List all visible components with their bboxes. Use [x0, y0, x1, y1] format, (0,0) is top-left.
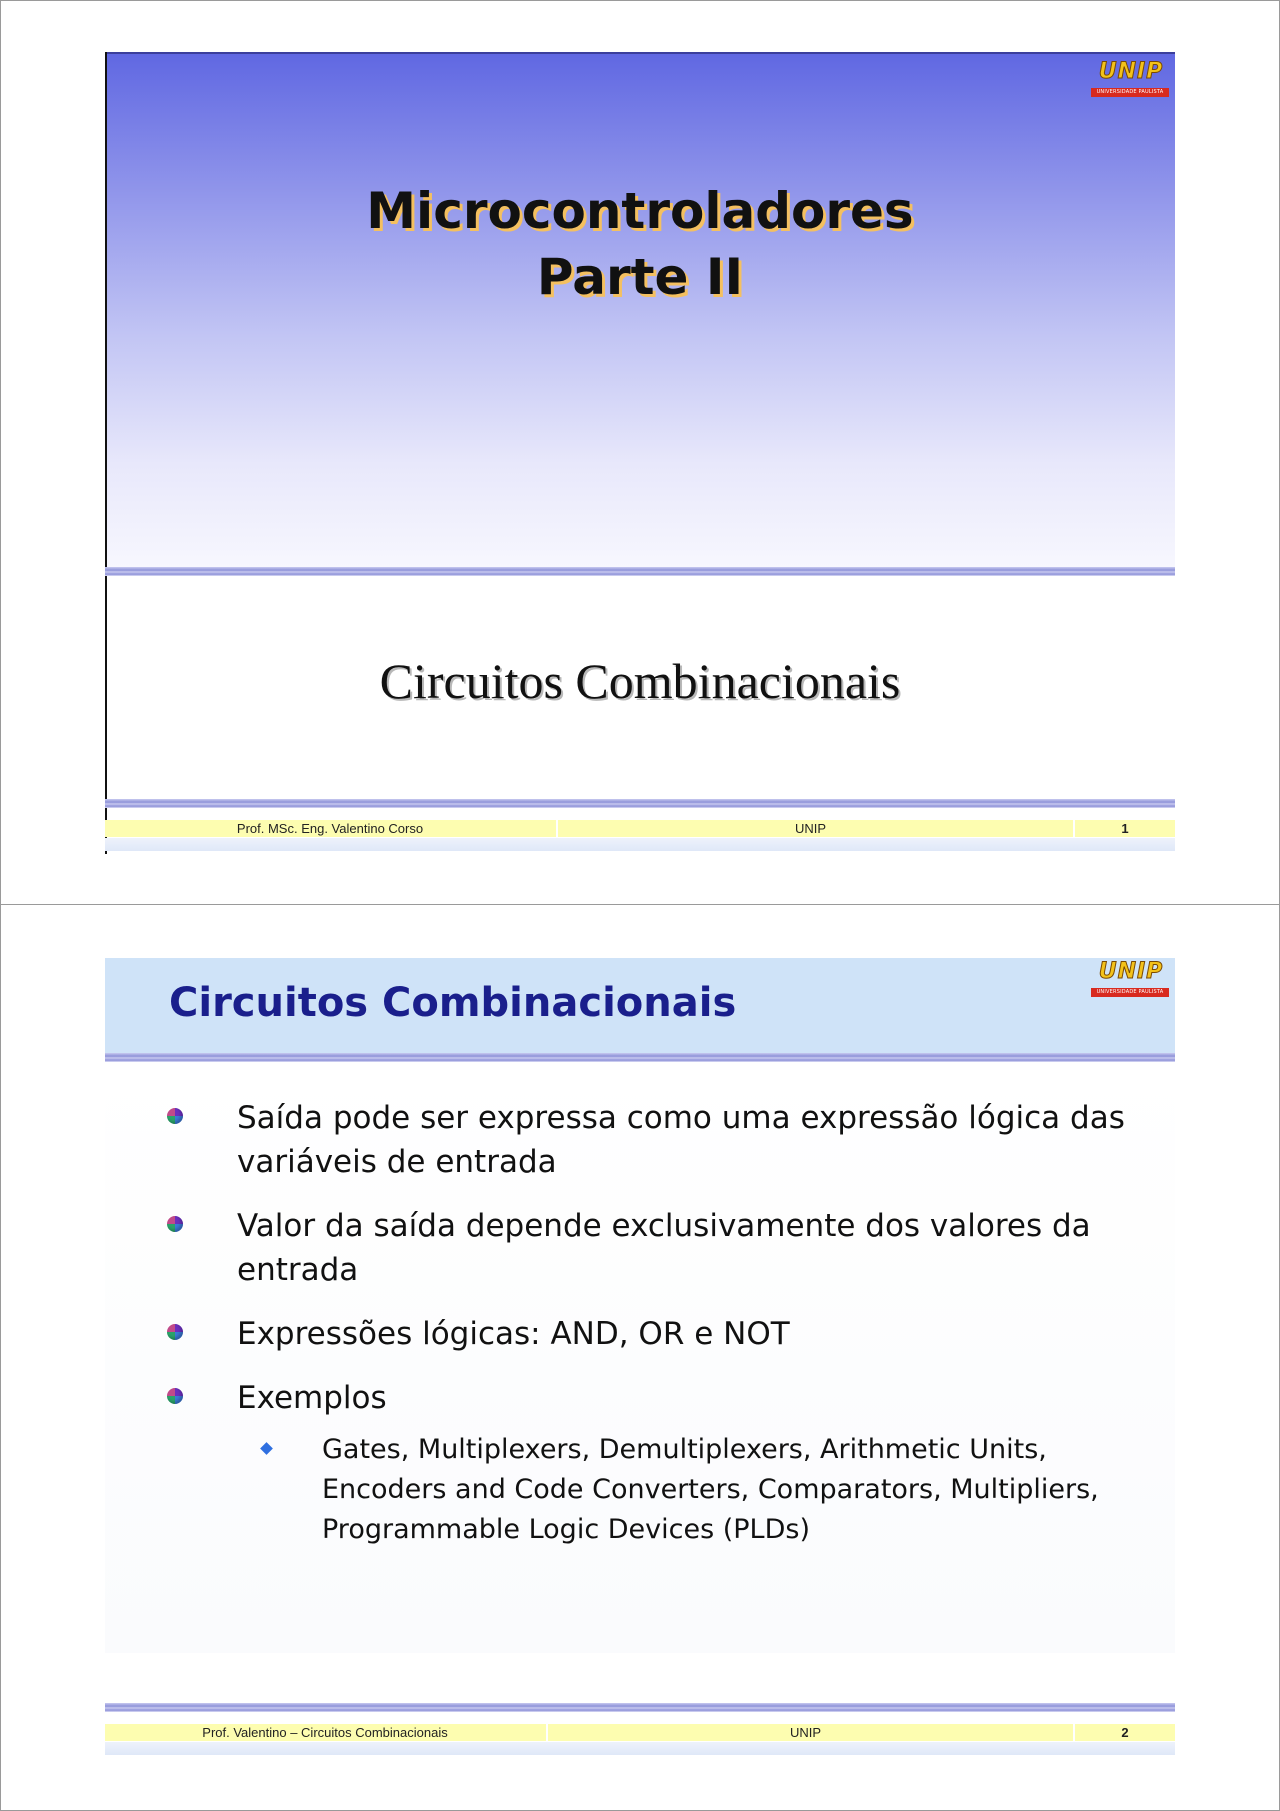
slide-2 [105, 958, 1175, 1760]
slide-2-footer-institution: UNIP [789, 1725, 822, 1740]
page-divider [0, 904, 1280, 905]
unip-logo-word: UNIP [1098, 959, 1164, 984]
bullet-text: Expressões lógicas: AND, OR e NOT [237, 1316, 790, 1352]
bullet-list [167, 1096, 1167, 1550]
slide-2-title: Circuitos Combinacionais [169, 980, 737, 1026]
bullet-text: Saída pode ser expressa como uma expressão lógica das variáveis de entrada [237, 1100, 1125, 1180]
slide-1-footer-divider [105, 799, 1175, 808]
sub-bullet-text: Gates, Multiplexers, Demultiplexers, Arithmetic Units, Encoders and Code Converters, Comparators, Multipliers, Programmable Logic Devices (PLDs) [322, 1434, 1099, 1545]
slide-2-footer [105, 1724, 1175, 1741]
slide-1-title-line-1: Microcontroladores [366, 182, 914, 240]
slide-1-left-edge [105, 52, 107, 854]
sub-list-item [322, 1430, 1142, 1550]
slide-2-footer-bottom [105, 1742, 1175, 1755]
slide-1-title-line-2: Parte II [536, 248, 744, 306]
bullet-text: Valor da saída depende exclusivamente dos valores da entrada [237, 1208, 1091, 1288]
unip-logo-subtext: UNIVERSIDADE PAULISTA [1091, 88, 1169, 97]
slide-1-title-divider [105, 567, 1175, 576]
slide-2-footer-divider [105, 1703, 1175, 1712]
bullet-icon [167, 1108, 183, 1124]
slide-1-footer-author: Prof. MSc. Eng. Valentino Corso [236, 821, 424, 836]
list-item [167, 1376, 1167, 1420]
bullet-text: Exemplos [237, 1380, 387, 1416]
slide-1-title [105, 178, 1175, 310]
slide-1-footer-institution: UNIP [794, 821, 827, 836]
unip-logo-word: UNIP [1098, 59, 1164, 84]
bullet-icon [167, 1324, 183, 1340]
list-item [167, 1204, 1167, 1292]
slide-1 [105, 52, 1175, 854]
slide-2-header-divider [105, 1053, 1175, 1062]
slide-2-page-number: 2 [1121, 1725, 1129, 1740]
slide-1-page-number: 1 [1121, 821, 1129, 836]
slide-1-subtitle: Circuitos Combinacionais [379, 653, 901, 709]
slide-1-footer-bottom [105, 838, 1175, 851]
unip-logo [1091, 960, 1169, 1006]
bullet-icon [167, 1388, 183, 1404]
slide-2-header [105, 958, 1175, 1053]
slide-1-footer [105, 820, 1175, 837]
unip-logo [1091, 60, 1169, 106]
slide-2-footer-author: Prof. Valentino – Circuitos Combinacionais [202, 1725, 448, 1740]
list-item [167, 1096, 1167, 1184]
unip-logo-subtext: UNIVERSIDADE PAULISTA [1091, 988, 1169, 997]
list-item [167, 1312, 1167, 1356]
diamond-bullet-icon [260, 1442, 273, 1455]
bullet-icon [167, 1216, 183, 1232]
